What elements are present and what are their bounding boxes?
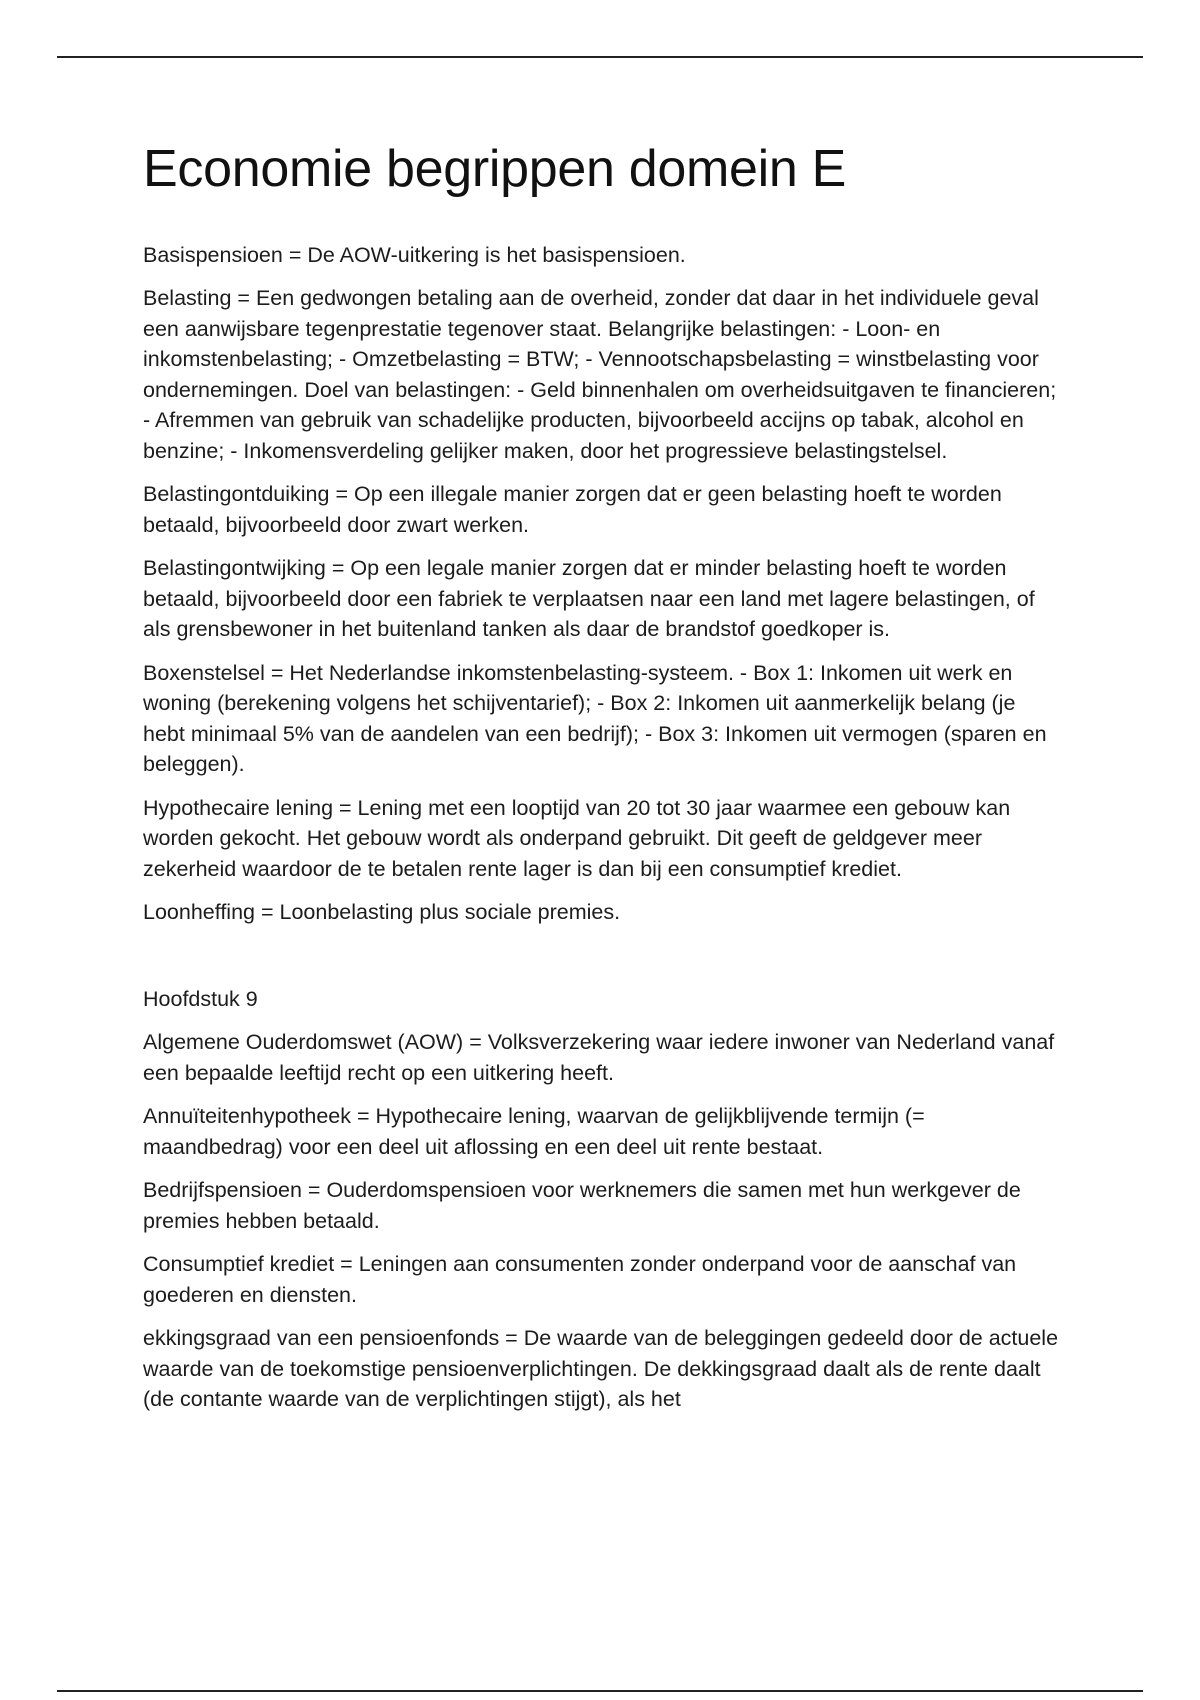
definition-basispensioen: Basispensioen = De AOW-uitkering is het basispensioen. xyxy=(143,242,686,267)
definition-boxenstelsel: Boxenstelsel = Het Nederlandse inkomstenbelasting-systeem. - Box 1: Inkomen uit werk en woning (berekening volgens het schijventarief); - Box 2: Inkomen uit aanmerkelijk belang (je hebt minimaal 5% van de aandelen van een bedrijf); - Box 3: Inkomen uit vermogen (sparen en beleggen). xyxy=(143,660,1047,777)
page-title: Economie begrippen domein E xyxy=(143,140,847,198)
document-body xyxy=(143,140,1063,1428)
definition-loonheffing: Loonheffing = Loonbelasting plus sociale premies. xyxy=(143,900,621,925)
definition-belastingontwijking: Belastingontwijking = Op een legale manier zorgen dat er minder belasting hoeft te worden betaald, bijvoorbeeld door een fabriek te verplaatsen naar een land met lagere belastingen, of als grensbewoner in het buitenland tanken als daar de brandstof goedkoper is. xyxy=(143,556,1035,642)
definition-belastingontduiking: Belastingontduiking = Op een illegale manier zorgen dat er geen belasting hoeft te worden betaald, bijvoorbeeld door zwart werken. xyxy=(143,482,1002,537)
definition-consumptief-krediet: Consumptief krediet = Leningen aan consumenten zonder onderpand voor de aanschaf van goederen en diensten. xyxy=(143,1252,1017,1307)
definition-annuiteitenhypotheek: Annuïteitenhypotheek = Hypothecaire lening, waarvan de gelijkblijvende termijn (= maandbedrag) voor een deel uit aflossing en een deel uit rente bestaat. xyxy=(143,1104,925,1159)
definition-bedrijfspensioen: Bedrijfspensioen = Ouderdomspensioen voor werknemers die samen met hun werkgever de premies hebben betaald. xyxy=(143,1178,1021,1233)
bottom-divider xyxy=(57,1690,1143,1692)
definition-aow: Algemene Ouderdomswet (AOW) = Volksverzekering waar iedere inwoner van Nederland vanaf een bepaalde leeftijd recht op een uitkering heeft. xyxy=(143,1030,1055,1085)
top-divider xyxy=(57,56,1143,58)
definition-belasting: Belasting = Een gedwongen betaling aan de overheid, zonder dat daar in het individuele geval een aanwijsbare tegenprestatie tegenover staat. Belangrijke belastingen: - Loon- en inkomstenbelasting; - Omzetbelasting = BTW; - Vennootschapsbelasting = winstbelasting voor ondernemingen. Doel van belastingen: - Geld binnenhalen om overheidsuitgaven te financieren; - Afremmen van gebruik van schadelijke producten, bijvoorbeeld accijns op tabak, alcohol en benzine; - Inkomensverdeling gelijker maken, door het progressieve belastingstelsel. xyxy=(143,286,1057,463)
definition-hypothecaire-lening: Hypothecaire lening = Lening met een looptijd van 20 tot 30 jaar waarmee een gebouw kan worden gekocht. Het gebouw wordt als onderpand gebruikt. Dit geeft de geldgever meer zekerheid waardoor de te betalen rente lager is dan bij een consumptief krediet. xyxy=(143,795,1011,881)
section-heading-hoofdstuk-9: Hoofdstuk 9 xyxy=(143,986,258,1011)
definition-dekkingsgraad: ekkingsgraad van een pensioenfonds = De waarde van de beleggingen gedeeld door de actuele waarde van de toekomstige pensioenverplichtingen. De dekkingsgraad daalt als de rente daalt (de contante waarde van de verplichtingen stijgt), als het xyxy=(143,1326,1059,1412)
